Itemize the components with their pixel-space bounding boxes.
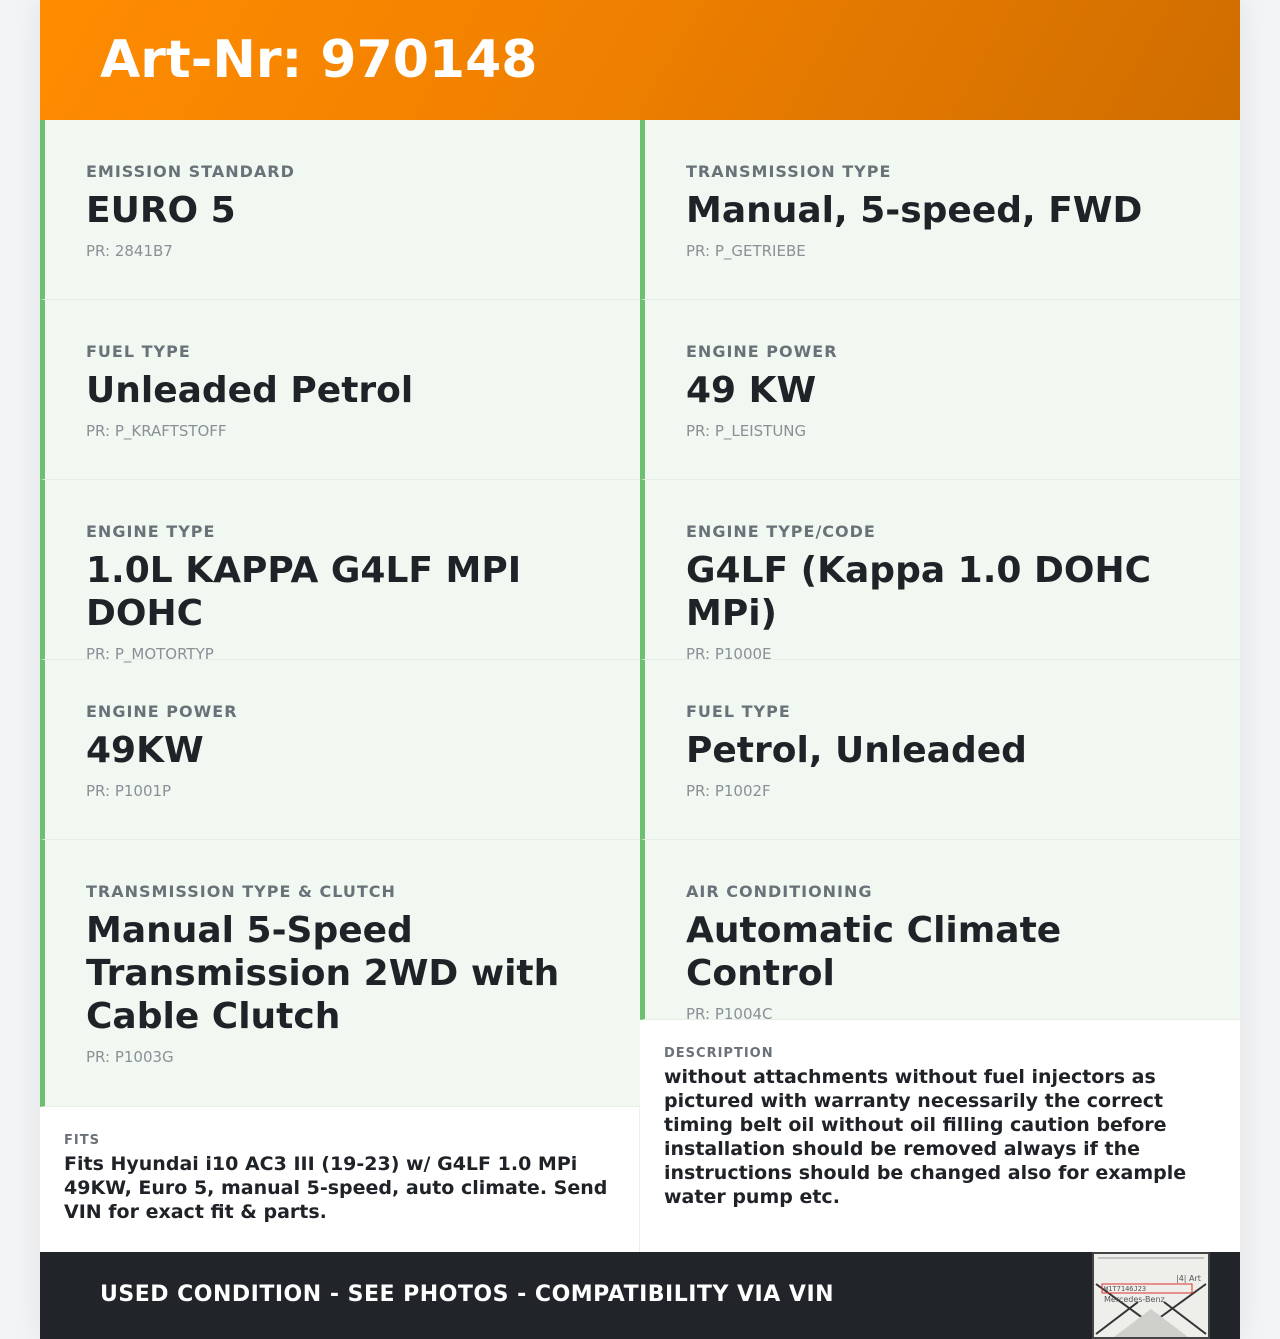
spec-value: 1.0L KAPPA G4LF MPI DOHC [86,550,522,634]
spec-pr-code: PR: P1002F [686,782,771,800]
spec-grid [40,120,1240,1252]
stamp-text: W1T7146J23 [1104,1285,1147,1293]
spec-label: ENGINE POWER [86,702,238,721]
spec-pr-code: PR: P1004C [686,1005,773,1023]
fits-section [40,1107,640,1253]
spec-cell-air-conditioning [640,840,1240,1023]
description-label: DESCRIPTION [664,1046,774,1061]
spec-label: EMISSION STANDARD [86,162,295,181]
spec-cell-engine-type [40,480,640,663]
spec-pr-code: PR: P1001P [86,782,172,800]
spec-pr-code: PR: P1003G [86,1048,174,1066]
header-banner [40,0,1240,120]
spec-cell-engine-power [640,300,1240,480]
spec-pr-code: PR: 2841B7 [86,242,173,260]
spec-label: ENGINE POWER [686,342,838,361]
description-section [640,1020,1240,1252]
spec-value: Automatic Climate Control [686,910,1062,994]
spec-label: AIR CONDITIONING [686,882,873,901]
spec-pr-code: PR: P_KRAFTSTOFF [86,422,227,440]
spec-pr-code: PR: P1000E [686,645,772,663]
spec-value: Petrol, Unleaded [686,730,1027,771]
left-spec-column [40,120,640,1253]
spec-value: EURO 5 [86,190,236,231]
spec-cell-transmission-type [640,120,1240,300]
spec-value: 49 KW [686,370,817,411]
stamp-text: Mercedes-Benz [1104,1295,1165,1304]
envelope-icon [1094,1254,1208,1337]
vin-label-thumbnail[interactable] [1092,1252,1210,1339]
spec-value: Manual, 5-speed, FWD [686,190,1143,231]
spec-cell-engine-power [40,660,640,840]
spec-pr-code: PR: P_GETRIEBE [686,242,806,260]
fits-label: FITS [64,1133,100,1148]
right-spec-column [640,120,1240,1252]
spec-value: Manual 5-Speed Transmission 2WD with Cable Clutch [86,910,560,1037]
description-text: without attachments without fuel injectors as pictured with warranty necessarily the correct timing belt oil without oil filling caution before installation should be removed always if the instructions should be changed also for example water pump etc. [664,1066,1187,1208]
article-number-title: Art-Nr: 970148 [100,30,538,90]
spec-cell-transmission-clutch [40,840,640,1107]
spec-pr-code: PR: P_LEISTUNG [686,422,807,440]
spec-label: FUEL TYPE [686,702,791,721]
spec-value: G4LF (Kappa 1.0 DOHC MPi) [686,550,1152,634]
spec-cell-engine-code [640,480,1240,663]
spec-label: ENGINE TYPE/CODE [686,522,876,541]
spec-value: Unleaded Petrol [86,370,414,411]
fits-text: Fits Hyundai i10 AC3 III (19-23) w/ G4LF 1.0 MPi 49KW, Euro 5, manual 5-speed, auto climate. Send VIN for exact fit & parts. [64,1153,608,1223]
stamp-text: |4| Art [1176,1274,1201,1283]
footer-bar [40,1252,1240,1339]
spec-pr-code: PR: P_MOTORTYP [86,645,214,663]
spec-cell-emission-standard [40,120,640,300]
listing-sheet [40,0,1240,1339]
spec-cell-fuel-type [40,300,640,480]
spec-value: 49KW [86,730,204,771]
spec-label: TRANSMISSION TYPE [686,162,892,181]
spec-label: TRANSMISSION TYPE & CLUTCH [86,882,396,901]
footer-condition-text: USED CONDITION - SEE PHOTOS - COMPATIBILITY VIA VIN [100,1282,835,1307]
spec-cell-fuel-type [640,660,1240,840]
spec-label: ENGINE TYPE [86,522,216,541]
spec-label: FUEL TYPE [86,342,191,361]
